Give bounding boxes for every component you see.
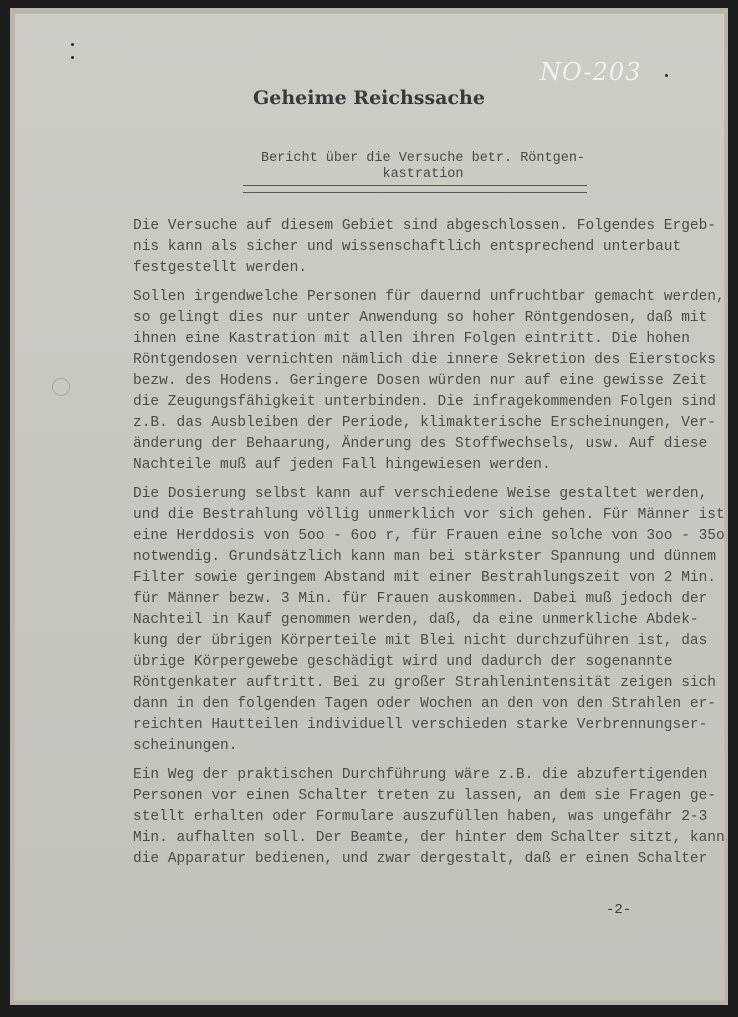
paragraph <box>133 287 723 476</box>
text-line: die Apparatur bedienen, und zwar dergestalt, daß er einen Schalter <box>133 851 708 867</box>
double-underline <box>243 185 587 193</box>
text-line: stellt erhalten oder Formulare auszufüllen haben, was ungefähr 2-3 <box>133 809 708 825</box>
text-line: Die Versuche auf diesem Gebiet sind abgeschlossen. Folgendes Ergeb- <box>133 218 716 234</box>
text-line: nis kann als sicher und wissenschaftlich entsprechend unterbaut <box>133 239 682 255</box>
text-line: z.B. das Ausbleiben der Periode, klimakterische Erscheinungen, Ver- <box>133 415 716 431</box>
punch-hole-mark <box>52 378 70 396</box>
text-line: festgestellt werden. <box>133 260 308 276</box>
page-number: -2- <box>606 902 632 918</box>
text-line: Min. aufhalten soll. Der Beamte, der hinter dem Schalter sitzt, kann <box>133 830 725 846</box>
text-line: ihnen eine Kastration mit allen ihren Folgen eintritt. Die hohen <box>133 331 690 347</box>
text-line: Filter sowie geringem Abstand mit einer Bestrahlungszeit von 2 Min. <box>133 570 716 586</box>
text-line: Röntgenkater auftritt. Bei zu großer Strahlenintensität zeigen sich <box>133 675 716 691</box>
subtitle-line: kastration <box>382 167 464 182</box>
text-line: für Männer bezw. 3 Min. für Frauen auskommen. Dabei muß jedoch der <box>133 591 708 607</box>
text-line: so gelingt dies nur unter Anwendung so hoher Röntgendosen, daß mit <box>133 310 708 326</box>
paragraph <box>133 765 723 870</box>
text-line: scheinungen. <box>133 738 238 754</box>
text-line: notwendig. Grundsätzlich kann man bei stärkster Spannung und dünnem <box>133 549 716 565</box>
text-line: Personen vor einen Schalter treten zu lassen, an dem sie Fragen ge- <box>133 788 716 804</box>
paragraph <box>133 484 723 757</box>
subtitle-line: Bericht über die Versuche betr. Röntgen- <box>260 151 586 166</box>
speck <box>71 56 74 59</box>
speck <box>665 74 668 77</box>
text-line: dann in den folgenden Tagen oder Wochen an den von den Strahlen er- <box>133 696 716 712</box>
text-line: eine Herddosis von 5oo - 6oo r, für Frauen eine solche von 3oo - 35o <box>133 528 725 544</box>
text-line: Sollen irgendwelche Personen für dauernd unfruchtbar gemacht werden, <box>133 289 725 305</box>
text-line: Ein Weg der praktischen Durchführung wäre z.B. die abzufertigenden <box>133 767 708 783</box>
text-line: reichten Hautteilen individuell verschieden starke Verbrennungser- <box>133 717 708 733</box>
report-subtitle <box>243 151 603 183</box>
text-line: Nachteile muß auf jeden Fall hingewiesen werden. <box>133 457 551 473</box>
text-line: und die Bestrahlung völlig unmerklich vor sich gehen. Für Männer ist <box>133 507 725 523</box>
text-line: übrige Körpergewebe geschädigt wird und dadurch der sogenannte <box>133 654 673 670</box>
text-line: kung der übrigen Körperteile mit Blei nicht durchzuführen ist, das <box>133 633 708 649</box>
text-line: bezw. des Hodens. Geringere Dosen würden nur auf eine gewisse Zeit <box>133 373 708 389</box>
text-line: Röntgendosen vernichten nämlich die innere Sekretion des Eierstocks <box>133 352 716 368</box>
paragraph <box>133 216 723 279</box>
text-line: Nachteil in Kauf genommen werden, daß, da eine unmerkliche Abdek- <box>133 612 699 628</box>
classification-heading: Geheime Reichssache <box>253 87 485 109</box>
document-number-stamp: NO-203 <box>540 58 642 86</box>
text-line: Die Dosierung selbst kann auf verschiedene Weise gestaltet werden, <box>133 486 708 502</box>
text-line: änderung der Behaarung, Änderung des Stoffwechsels, usw. Auf diese <box>133 436 708 452</box>
text-line: die Zeugungsfähigkeit unterbinden. Die infragekommenden Folgen sind <box>133 394 716 410</box>
report-body <box>133 216 723 878</box>
speck <box>71 43 74 46</box>
